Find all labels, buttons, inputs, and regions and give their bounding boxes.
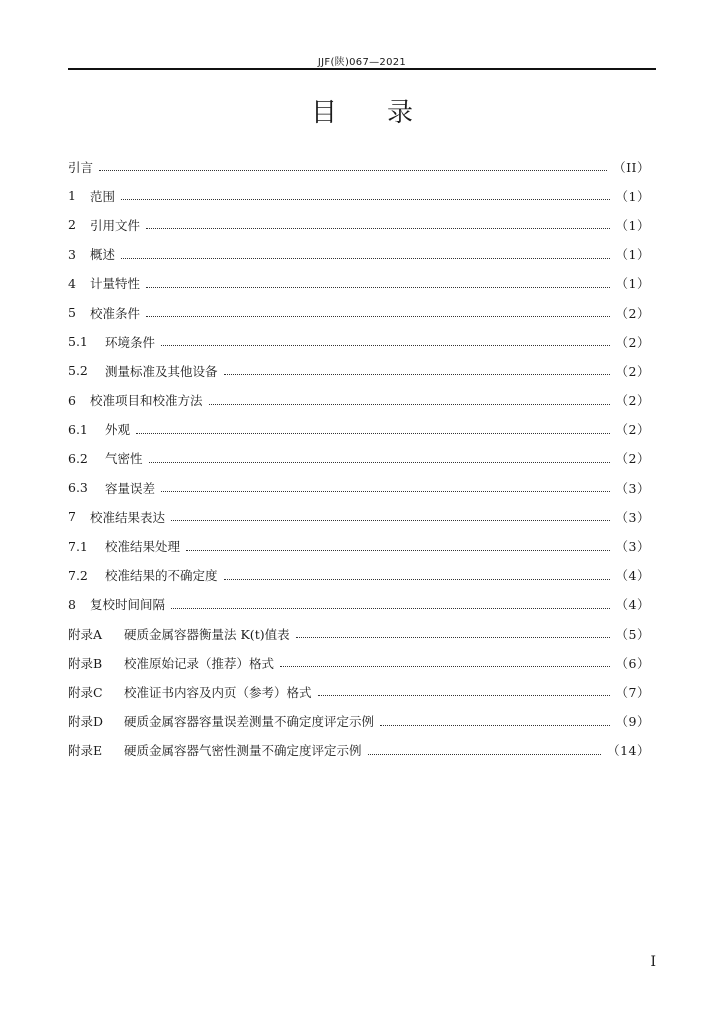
toc-entry-5[interactable] (68, 298, 650, 327)
toc-entry-number: 7 (68, 509, 76, 525)
dot-leader (121, 199, 610, 200)
toc-entry-label: 范围 (90, 188, 116, 204)
page-title: 目录 (310, 98, 463, 128)
toc-entry-page: （II） (613, 159, 650, 175)
toc-entry-label: 概述 (90, 247, 116, 263)
toc-entry-appendix-a[interactable] (68, 619, 650, 648)
page-number: I (650, 954, 656, 970)
toc-entry-page: （2） (615, 334, 650, 350)
toc-entry-label: 外观 (105, 422, 131, 438)
running-header (68, 50, 656, 70)
dot-leader (171, 520, 610, 521)
toc-entry-number: 6.2 (68, 450, 88, 466)
dot-leader (171, 608, 610, 609)
toc-entry-page: （3） (615, 539, 650, 555)
toc-entry-page: （2） (615, 451, 650, 467)
dot-leader (280, 666, 610, 667)
toc-entry-introduction[interactable] (68, 152, 650, 181)
dot-leader (99, 170, 607, 171)
toc-entry-5-1[interactable] (68, 327, 650, 356)
toc-entry-number: 3 (68, 246, 76, 262)
toc-entry-8[interactable] (68, 590, 650, 619)
toc-entry-page: （3） (615, 509, 650, 525)
toc-entry-label: 校准结果表达 (90, 509, 166, 525)
dot-leader (149, 462, 610, 463)
toc-entry-page: （2） (615, 305, 650, 321)
toc-entry-label: 环境条件 (105, 334, 156, 350)
toc-entry-7-2[interactable] (68, 561, 650, 590)
toc-entry-page: （14） (607, 743, 650, 759)
dot-leader (224, 374, 610, 375)
toc-entry-label: 校准结果的不确定度 (105, 568, 218, 584)
toc-entry-label: 计量特性 (90, 276, 141, 292)
toc-entry-number: 8 (68, 596, 76, 612)
toc-entry-page: （4） (615, 597, 650, 613)
toc-entry-number: 2 (68, 217, 76, 233)
toc-entry-number: 7.2 (68, 567, 88, 583)
toc-entry-page: （5） (615, 626, 650, 642)
toc-entry-label: 容量误差 (105, 480, 156, 496)
toc-entry-number: 1 (68, 188, 76, 204)
toc-entry-appendix-c[interactable] (68, 677, 650, 706)
toc-entry-page: （2） (615, 363, 650, 379)
toc-entry-page: （3） (615, 480, 650, 496)
dot-leader (186, 550, 610, 551)
toc-entry-number: 附录D (68, 714, 104, 730)
toc-entry-page: （4） (615, 568, 650, 584)
toc-entry-label: 硬质金属容器衡量法 K(t)值表 (124, 626, 290, 642)
toc-entry-page: （2） (615, 422, 650, 438)
toc-entry-number: 5 (68, 305, 76, 321)
toc-entry-page: （1） (615, 188, 650, 204)
toc-entry-label: 校准证书内容及内页（参考）格式 (124, 684, 312, 700)
toc-entry-page: （9） (615, 714, 650, 730)
toc-entry-label: 校准原始记录（推荐）格式 (124, 655, 275, 671)
toc-entry-5-2[interactable] (68, 356, 650, 385)
toc-entry-label: 校准条件 (90, 305, 141, 321)
toc-entry-page: （1） (615, 276, 650, 292)
toc-entry-number: 6.1 (68, 421, 88, 437)
toc-entry-7-1[interactable] (68, 531, 650, 560)
toc-entry-number: 附录C (68, 684, 103, 700)
toc-entry-1[interactable] (68, 181, 650, 210)
toc-entry-label: 测量标准及其他设备 (105, 363, 218, 379)
dot-leader (136, 433, 610, 434)
dot-leader (296, 637, 610, 638)
dot-leader (318, 695, 610, 696)
dot-leader (224, 579, 610, 580)
toc-entry-number: 7.1 (68, 538, 88, 554)
toc-entry-2[interactable] (68, 210, 650, 239)
toc-entry-number: 附录B (68, 655, 103, 671)
dot-leader (146, 228, 610, 229)
dot-leader (380, 725, 610, 726)
toc-entry-appendix-d[interactable] (68, 707, 650, 736)
toc-entry-page: （7） (615, 684, 650, 700)
standard-code: JJF(陕)067—2021 (317, 57, 407, 68)
dot-leader (121, 258, 610, 259)
toc-entry-number: 6.3 (68, 480, 88, 496)
dot-leader (146, 316, 610, 317)
toc-entry-3[interactable] (68, 240, 650, 269)
toc-entry-6-3[interactable] (68, 473, 650, 502)
toc-entry-4[interactable] (68, 269, 650, 298)
table-of-contents (68, 152, 650, 765)
toc-entry-number: 附录E (68, 743, 103, 759)
dot-leader (161, 345, 610, 346)
toc-entry-label: 气密性 (105, 451, 143, 467)
toc-entry-number: 4 (68, 275, 76, 291)
dot-leader (146, 287, 610, 288)
toc-entry-number: 5.2 (68, 363, 88, 379)
toc-entry-appendix-e[interactable] (68, 736, 650, 765)
toc-entry-label: 引用文件 (90, 217, 141, 233)
toc-entry-6-1[interactable] (68, 415, 650, 444)
toc-entry-number: 5.1 (68, 334, 88, 350)
dot-leader (368, 754, 602, 755)
toc-entry-number: 6 (68, 392, 76, 408)
toc-entry-page: （2） (615, 393, 650, 409)
toc-entry-appendix-b[interactable] (68, 648, 650, 677)
dot-leader (209, 404, 610, 405)
toc-entry-7[interactable] (68, 502, 650, 531)
toc-entry-label: 硬质金属容器容量误差测量不确定度评定示例 (124, 714, 375, 730)
dot-leader (161, 491, 610, 492)
toc-entry-6-2[interactable] (68, 444, 650, 473)
toc-entry-label: 复校时间间隔 (90, 597, 166, 613)
toc-entry-label: 校准项目和校准方法 (90, 393, 203, 409)
toc-entry-page: （1） (615, 247, 650, 263)
toc-entry-label: 校准结果处理 (105, 539, 181, 555)
toc-entry-label: 引言 (68, 159, 94, 175)
toc-entry-label: 硬质金属容器气密性测量不确定度评定示例 (124, 743, 362, 759)
toc-entry-page: （1） (615, 217, 650, 233)
toc-entry-6[interactable] (68, 386, 650, 415)
toc-entry-page: （6） (615, 655, 650, 671)
toc-entry-number: 附录A (68, 626, 103, 642)
